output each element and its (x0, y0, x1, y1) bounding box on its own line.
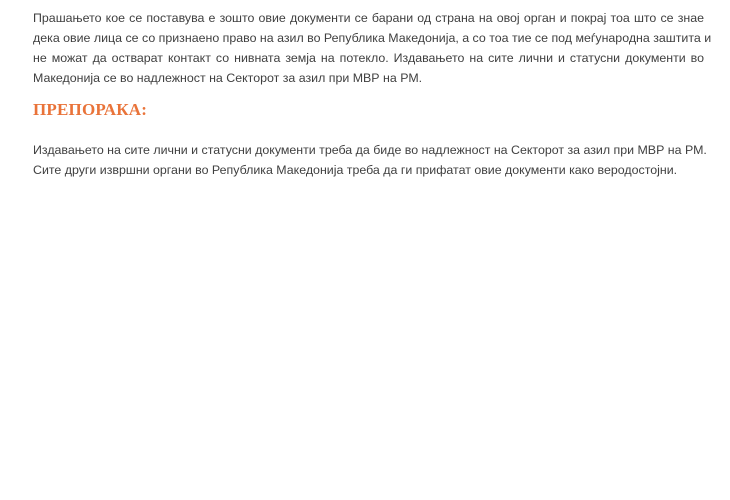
paragraph-line: Издавањето на сите лични и статусни документи треба да биде во надлежност на Секторот за азил при МВР на РМ. (33, 143, 707, 157)
paragraph-line: не можат да остварат контакт со нивната земја на потекло. Издавањето на сите лични и статусни документи во (33, 51, 704, 65)
paragraph-line: Прашањето кое се поставува е зошто овие документи се барани од страна на овој орган и покрај тоа што се знае (33, 11, 704, 25)
intro-paragraph (33, 8, 712, 88)
paragraph-line: Македонија се во надлежност на Секторот за азил при МВР на РМ. (33, 71, 423, 85)
paragraph-line: Сите други извршни органи во Република Македонија треба да ги прифатат овие документи како веродостојни. (33, 163, 678, 177)
recommendation-heading: ПРЕПОРАКА: (33, 100, 148, 119)
recommendation-paragraph (33, 140, 707, 180)
paragraph-line: дека овие лица се со признаено право на азил во Република Македонија, а со тоа тие се под меѓународна заштита и (33, 31, 712, 45)
